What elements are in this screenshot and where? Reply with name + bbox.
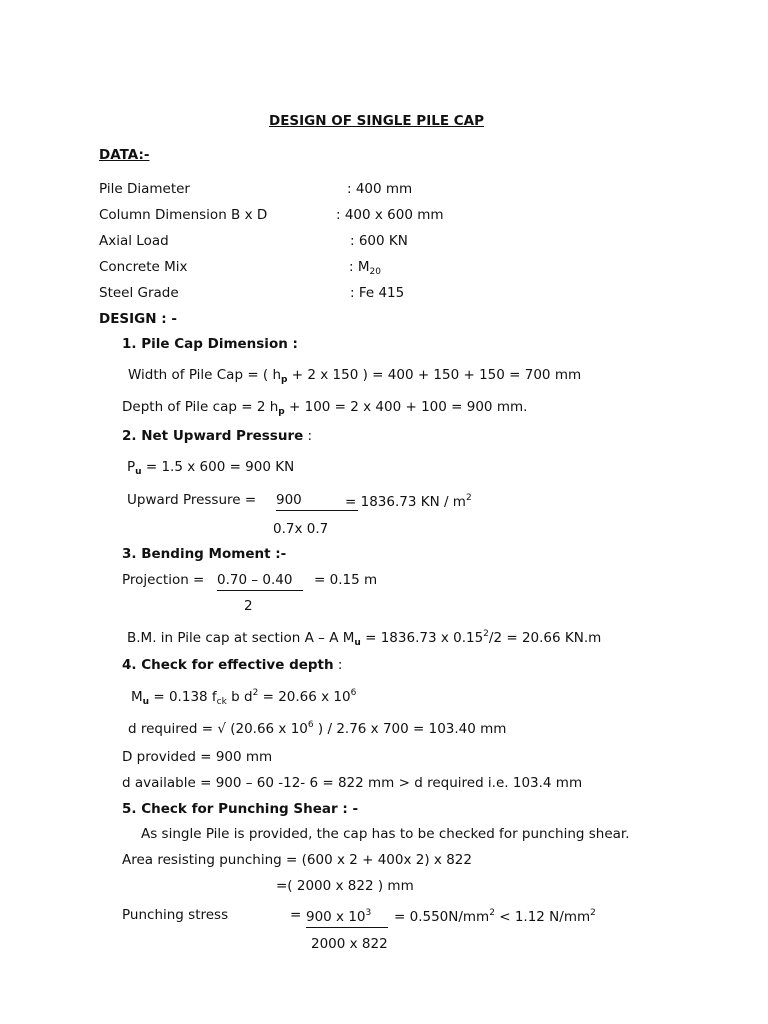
punching-stress-equals: =	[290, 907, 302, 923]
projection-result: = 0.15 m	[314, 572, 378, 588]
doc-title: DESIGN OF SINGLE PILE CAP	[269, 113, 484, 129]
upward-pressure-label: Upward Pressure =	[127, 492, 257, 508]
punching-stress-numerator: 900 x $10^3$	[306, 909, 388, 928]
d-available-line: d available = 900 – 60 -12- 6 = 822 mm > d required i.e. 103.4 mm	[122, 775, 583, 791]
width-of-pile-cap: Width of Pile Cap = ( $h_p + 2$ x 150 ) = 400 + 150 + 150 = 700 mm	[128, 367, 582, 385]
projection-denominator: 2	[244, 598, 253, 614]
projection-numerator: 0.70 – 0.40	[217, 574, 303, 591]
d-required-line: d required = √ (20.66 x $10^6$ ) / 2.76 x 700 = 103.40 mm	[128, 720, 507, 737]
data-value-steel-grade: : Fe 415	[350, 285, 405, 301]
section-5-heading: 5. Check for Punching Shear : -	[122, 801, 359, 817]
data-heading: DATA:-	[99, 147, 150, 163]
upward-pressure-denominator: 0.7x 0.7	[273, 521, 329, 537]
data-value-concrete-mix: : $M_{20}$	[349, 259, 381, 277]
section-3-heading: 3. Bending Moment :-	[122, 546, 287, 562]
d-provided-line: D provided = 900 mm	[122, 749, 273, 765]
data-label-pile-diameter: Pile Diameter	[99, 181, 190, 197]
data-value-pile-diameter: : 400 mm	[347, 181, 413, 197]
data-value-column-dimension: : 400 x 600 mm	[336, 207, 444, 223]
area-result-line: =( 2000 x 822 ) mm	[276, 878, 414, 894]
punching-stress-denominator: 2000 x 822	[311, 936, 388, 952]
data-value-axial-load: : 600 KN	[350, 233, 408, 249]
upward-pressure-result: = 1836.73 KN / $m^2$	[345, 493, 472, 510]
section-2-heading: 2. Net Upward Pressure :	[122, 428, 313, 444]
punching-stress-label: Punching stress	[122, 907, 229, 923]
section-1-heading: 1. Pile Cap Dimension :	[122, 336, 298, 352]
data-label-column-dimension: Column Dimension B x D	[99, 207, 268, 223]
punching-intro-line: As single Pile is provided, the cap has to be checked for punching shear.	[141, 826, 630, 842]
upward-pressure-numerator: 900	[276, 494, 358, 511]
data-label-concrete-mix: Concrete Mix	[99, 259, 188, 275]
section-4-heading: 4. Check for effective depth :	[122, 657, 343, 673]
depth-of-pile-cap: Depth of Pile cap = 2 $h_p + 100 = 2$ x 400 + 100 = 900 mm.	[122, 399, 528, 417]
design-heading: DESIGN : -	[99, 311, 177, 327]
bending-moment-line: B.M. in Pile cap at section A – A $M_u = 1836.73$ x $0.15^2/2 = 20.66$ KN.m	[127, 629, 602, 648]
punching-stress-result: = $0.550N/mm^2 < 1.12$ $N/mm^2$	[394, 908, 596, 925]
data-label-axial-load: Axial Load	[99, 233, 169, 249]
factored-load: $P_u = 1.5$ x 600 = 900 KN	[127, 459, 295, 477]
moment-equation: $M_u = 0.138$ $f_{ck}$ b $d^2 = 20.66$ x $10^6$	[131, 688, 357, 707]
projection-label: Projection =	[122, 572, 205, 588]
area-resisting-line: Area resisting punching = (600 x 2 + 400x 2) x 822	[122, 852, 472, 868]
data-label-steel-grade: Steel Grade	[99, 285, 179, 301]
